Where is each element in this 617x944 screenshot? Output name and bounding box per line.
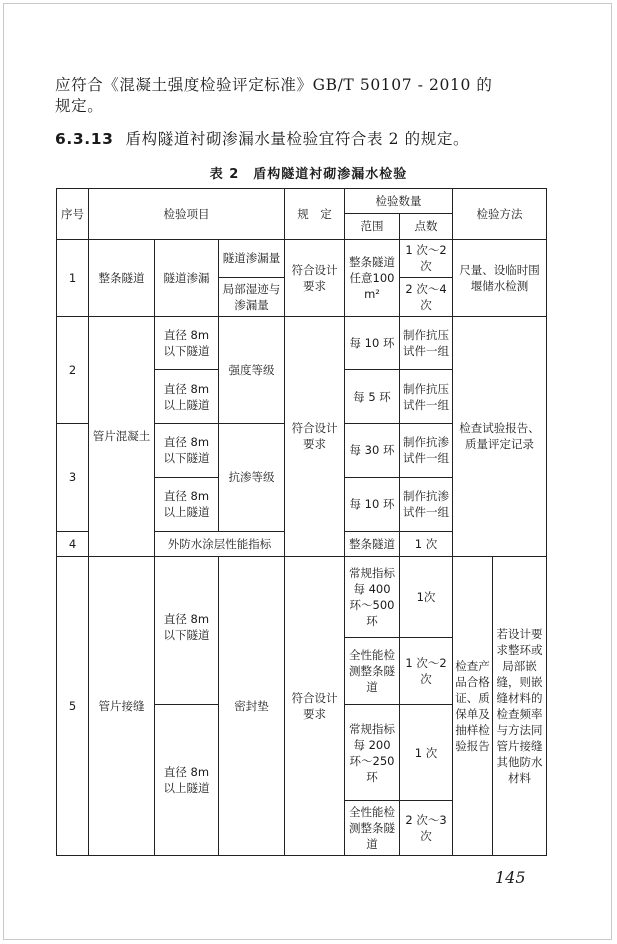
row3-dia-above: 直径 8m 以上隧道 [155, 477, 219, 531]
row5-dia-below: 直径 8m 以下隧道 [155, 556, 219, 704]
table-row [57, 316, 547, 370]
rows2-4-rule: 符合设计要求 [285, 316, 345, 556]
page-number: 145 [495, 868, 526, 887]
row5-points-c: 1 次 [400, 704, 453, 800]
row1-method: 尺量、设临时围堰储水检测 [453, 239, 547, 316]
row3-points-b: 制作抗渗试件一组 [400, 477, 453, 531]
row5-gasket: 密封垫 [219, 556, 285, 855]
table-header-row [57, 189, 547, 214]
row2-points-a: 制作抗压试件一组 [400, 316, 453, 370]
row4-seq: 4 [57, 531, 89, 556]
row1-local-leak: 局部湿迹与渗漏量 [219, 278, 285, 317]
segment-joint: 管片接缝 [89, 556, 155, 855]
body-text-line: 规定。 [55, 97, 104, 115]
header-method: 检验方法 [453, 189, 547, 240]
header-points: 点数 [400, 214, 453, 239]
row3-range-a: 每 30 环 [345, 424, 400, 478]
clause-text: 盾构隧道衬砌渗漏水量检验宜符合表 2 的规定。 [125, 130, 470, 148]
inspection-table [56, 188, 547, 856]
row1-leak-amount: 隧道渗漏量 [219, 239, 285, 278]
row1-leak: 隧道渗漏 [155, 239, 219, 316]
row5-seq: 5 [57, 556, 89, 855]
row5-points-b: 1 次～2 次 [400, 637, 453, 704]
clause-number: 6.3.13 [55, 130, 114, 148]
row2-points-b: 制作抗压试件一组 [400, 370, 453, 424]
row3-range-b: 每 10 环 [345, 477, 400, 531]
segment-concrete: 管片混凝土 [89, 316, 155, 556]
row5-rule: 符合设计要求 [285, 556, 345, 855]
table-row [57, 556, 547, 637]
row5-range-a: 常规指标每 400 环～500 环 [345, 556, 400, 637]
row2-range-b: 每 5 环 [345, 370, 400, 424]
table-row [57, 239, 547, 278]
row1-points-b: 2 次～4 次 [400, 278, 453, 317]
row5-method-b: 若设计要求整环或局部嵌缝，则嵌缝材料的检查频率与方法同管片接缝其他防水材料 [493, 556, 547, 855]
header-seq: 序号 [57, 189, 89, 240]
row5-range-b: 全性能检测整条隧道 [345, 637, 400, 704]
clause-paragraph [55, 128, 550, 150]
row1-rule: 符合设计要求 [285, 239, 345, 316]
row5-points-d: 2 次～3 次 [400, 801, 453, 856]
row1-range: 整条隧道任意100m² [345, 239, 400, 316]
header-qty: 检验数量 [345, 189, 453, 214]
row5-range-c: 常规指标每 200 环～250 环 [345, 704, 400, 800]
row3-grade: 抗渗等级 [219, 424, 285, 531]
row3-seq: 3 [57, 424, 89, 531]
row1-whole-tunnel: 整条隧道 [89, 239, 155, 316]
row3-dia-below: 直径 8m 以下隧道 [155, 424, 219, 478]
row5-points-a: 1次 [400, 556, 453, 637]
table-caption: 表 2 盾构隧道衬砌渗漏水检验 [209, 167, 408, 182]
row2-dia-above: 直径 8m 以上隧道 [155, 370, 219, 424]
row3-points-a: 制作抗渗试件一组 [400, 424, 453, 478]
row4-range: 整条隧道 [345, 531, 400, 556]
row5-range-d: 全性能检测整条隧道 [345, 801, 400, 856]
row2-dia-below: 直径 8m 以下隧道 [155, 316, 219, 370]
row5-dia-above: 直径 8m 以上隧道 [155, 704, 219, 855]
row2-seq: 2 [57, 316, 89, 423]
header-range: 范围 [345, 214, 400, 239]
row4-item: 外防水涂层性能指标 [155, 531, 285, 556]
row5-method-a: 检查产品合格证、质保单及抽样检验报告 [453, 556, 493, 855]
row1-seq: 1 [57, 239, 89, 316]
row1-points-a: 1 次～2 次 [400, 239, 453, 278]
body-text-line: 应符合《混凝土强度检验评定标准》GB/T 50107 - 2010 的 [55, 76, 493, 94]
rows2-4-method: 检查试验报告、质量评定记录 [453, 316, 547, 556]
header-rule: 规 定 [285, 189, 345, 240]
row2-range-a: 每 10 环 [345, 316, 400, 370]
row4-points: 1 次 [400, 531, 453, 556]
row2-grade: 强度等级 [219, 316, 285, 423]
header-item: 检验项目 [89, 189, 285, 240]
